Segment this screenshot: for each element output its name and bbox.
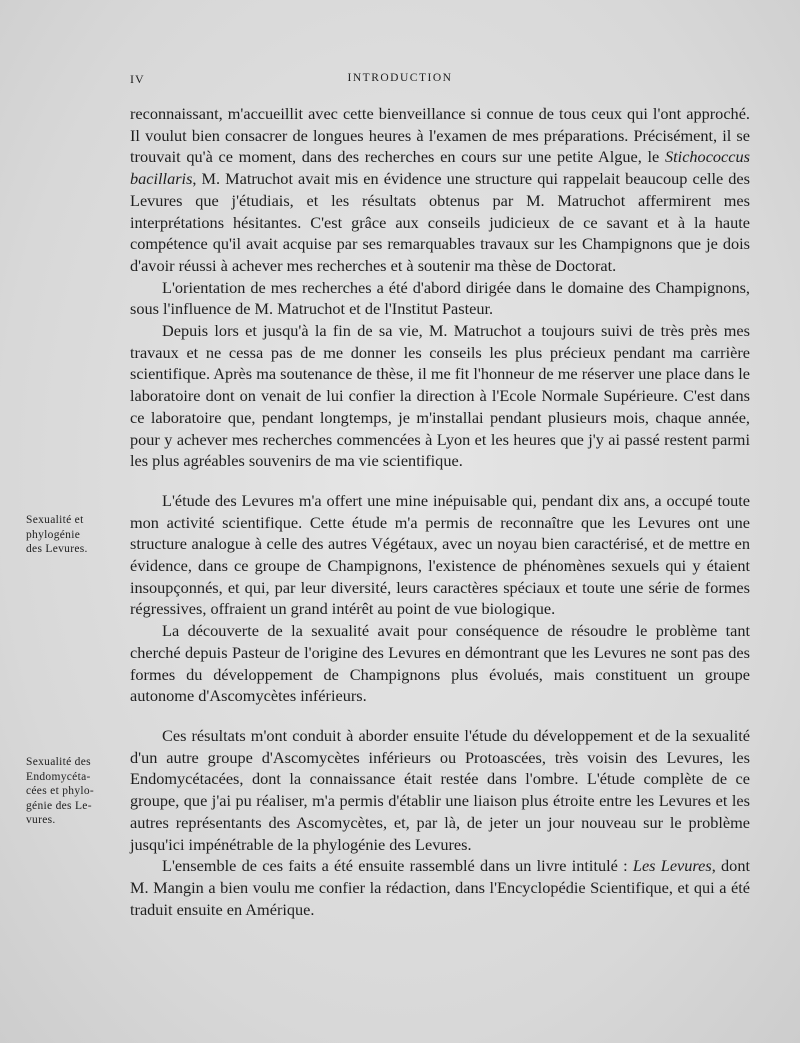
- running-head: INTRODUCTION: [347, 72, 453, 84]
- margin-note-line: Sexualité des: [26, 756, 91, 768]
- margin-note-sexuality-phylogeny: [26, 513, 126, 557]
- paragraph-2: L'orientation de mes recherches a été d'abord dirigée dans le domaine des Champignons, sous l'influence de M. Matruchot et de l'Institut Pasteur.: [130, 277, 750, 319]
- book-title: Les Levures: [632, 856, 712, 876]
- species-name: Stichococcus bacillaris: [130, 147, 750, 189]
- paragraph-6: Ces résultats m'ont conduit à aborder ensuite l'étude du développement et de la sexualité d'un autre groupe d'Ascomycètes inférieurs ou Protoascées, très voisin des Levures, les Endomycétacées, dont la connaissance était restée dans l'ombre. L'étude complète de ce groupe, que j'ai pu réaliser, m'a permis d'établir une liaison plus étroite entre les Levures et les autres représentants des Ascomycètes, et, par là, de jeter un jour nouveau sur le problème jusqu'ici impénétrable de la phylogénie des Levures.: [130, 725, 750, 854]
- margin-note-endomycetaceae: [26, 755, 126, 828]
- margin-note-line: Endomycéta-: [26, 770, 91, 783]
- text-run: , M. Matruchot avait mis en évidence une structure qui rappelait beaucoup celle des Levures que j'étudiais, et les résultats obtenus par M. Matruchot affermirent mes interprétations hésitantes. C'est grâce aux conseils judicieux de ce savant et à la haute compétence qu'il avait acquise par ses remarquables travaux sur les Champignons que je dois d'avoir réussi à achever mes recherches et à soutenir ma thèse de Doctorat.: [130, 169, 750, 275]
- page-header: [0, 72, 800, 92]
- paragraph-1: [130, 103, 750, 277]
- text-run: , dont M. Mangin a bien voulu me confier la rédaction, dans l'Encyclopédie Scientifique, et qui a été traduit ensuite en Amérique.: [130, 856, 750, 919]
- text-run: reconnaissant, m'accueillit avec cette bienveillance si connue de tous ceux qui l'ont approché. Il voulut bien consacrer de longues heures à l'examen de mes préparations. Précisément, il se trouvait qu'à ce moment, dans des recherches en cours sur une petite Algue, le: [130, 104, 750, 167]
- paragraph-3: Depuis lors et jusqu'à la fin de sa vie, M. Matruchot a toujours suivi de très près mes travaux et ne cessa pas de me donner les conseils les plus précieux pendant ma carrière scientifique. Après ma soutenance de thèse, il me fit l'honneur de me réserver une place dans le laboratoire dont on venait de lui confier la direction à l'Ecole Normale Supérieure. C'est dans ce laboratoire que, pendant longtemps, je m'installai pendant plusieurs mois, chaque année, pour y achever mes recherches commencées à Lyon et les heures que j'y ai passé restent parmi les plus agréables souvenirs de ma vie scientifique.: [130, 321, 750, 471]
- margin-note-line: vures.: [26, 814, 56, 826]
- margin-note-line: cées et phylo-: [26, 785, 95, 797]
- paragraph-7: [130, 855, 750, 920]
- body-text: [130, 103, 750, 920]
- paragraph-5: La découverte de la sexualité avait pour conséquence de résoudre le problème tant cherché depuis Pasteur de l'origine des Levures en démontrant que les Levures ne sont pas des formes du développement de Champignons plus évolués, mais constituent un groupe autonome d'Ascomycètes inférieurs.: [130, 621, 750, 706]
- margin-note-line: génie des Le-: [26, 799, 92, 812]
- margin-note-line: Sexualité et: [26, 514, 84, 526]
- page-number: IV: [130, 72, 145, 86]
- margin-note-line: phylogénie: [26, 528, 81, 541]
- text-run: L'ensemble de ces faits a été ensuite rassemblé dans un livre intitulé :: [162, 856, 633, 876]
- paragraph-4: L'étude des Levures m'a offert une mine inépuisable qui, pendant dix ans, a occupé toute mon activité scientifique. Cette étude m'a permis de reconnaître que les Levures ont une structure analogue à celle des autres Végétaux, avec un noyau bien caractérisé, et de mettre en évidence, dans ce groupe de Champignons, l'existence de phénomènes sexuels qui y étaient insoupçonnés, et qui, par leur diversité, leurs caractères spéciaux et toute une série de formes régressives, offraient un grand intérêt au point de vue biologique.: [130, 490, 750, 619]
- margin-note-line: des Levures.: [26, 543, 88, 555]
